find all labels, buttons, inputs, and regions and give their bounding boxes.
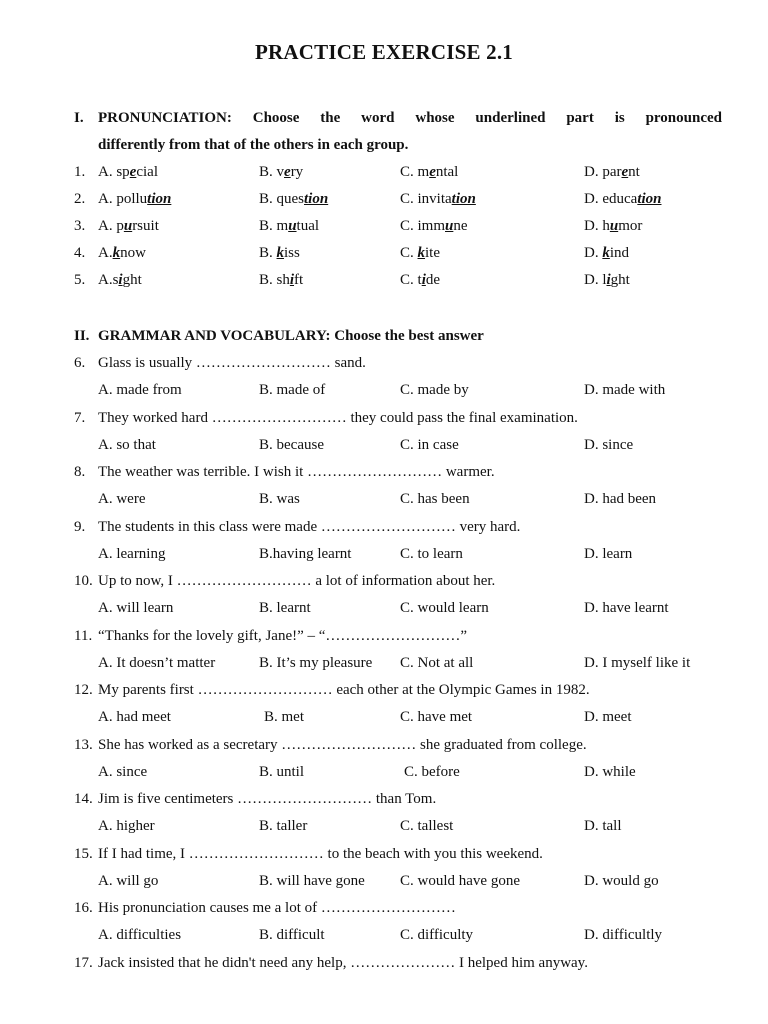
question-text: His pronunciation causes me a lot of ………………………	[98, 900, 456, 916]
underlined-part: k	[417, 245, 426, 261]
options-row	[74, 759, 734, 786]
answer-option: C. tide	[400, 272, 441, 288]
pronunciation-row	[74, 213, 734, 240]
options-row	[74, 432, 734, 459]
options-row	[74, 595, 734, 622]
answer-option: C. have met	[400, 709, 473, 725]
question-row	[74, 568, 734, 595]
question-number: 8.	[74, 464, 86, 480]
answer-option: C. made by	[400, 382, 469, 398]
answer-option: D. difficultly	[584, 927, 663, 943]
question-text: Jack insisted that he didn't need any help, ………………… I helped him anyway.	[98, 954, 588, 971]
options-row	[74, 868, 734, 895]
answer-option: A. will learn	[98, 600, 174, 616]
underlined-part: u	[123, 218, 133, 234]
answer-option: D. had been	[584, 491, 657, 507]
answer-option: A. It doesn’t matter	[98, 654, 216, 671]
answer-option: B. was	[259, 491, 300, 507]
question-number: 6.	[74, 355, 86, 371]
question-row	[74, 459, 734, 486]
question-row	[74, 514, 734, 541]
options-row	[74, 704, 734, 731]
options-row	[74, 377, 734, 404]
options-row	[74, 922, 734, 949]
answer-option: A. will go	[98, 872, 159, 889]
section-heading: GRAMMAR AND VOCABULARY: Choose the best answer	[98, 328, 484, 344]
options-row	[74, 650, 734, 677]
underlined-part: i	[289, 272, 295, 288]
answer-option: B. taller	[259, 818, 308, 834]
question-number: 3.	[74, 218, 86, 234]
underlined-part: i	[606, 272, 611, 288]
underlined-part: tion	[147, 191, 172, 207]
underlined-part: e	[129, 164, 137, 180]
answer-option: B. very	[259, 164, 304, 180]
question-number: 2.	[74, 191, 86, 207]
answer-option: C. difficulty	[400, 927, 474, 943]
question-number: 9.	[74, 518, 86, 535]
answer-option: D. since	[584, 436, 634, 453]
answer-option: D. humor	[584, 218, 643, 234]
answer-option: C. has been	[400, 491, 470, 507]
options-row	[74, 486, 734, 513]
answer-option: A. pollution	[98, 191, 172, 207]
question-row	[74, 732, 734, 759]
section-number: I.	[74, 110, 84, 126]
answer-option: C. tallest	[400, 818, 454, 834]
question-number: 15.	[74, 845, 93, 862]
answer-option: D. I myself like it	[584, 654, 691, 671]
underlined-part: tion	[637, 191, 662, 207]
answer-option: A.know	[98, 245, 146, 261]
question-text: She has worked as a secretary ……………………… she graduated from college.	[98, 736, 587, 753]
answer-option: C. would learn	[400, 600, 489, 616]
question-text: My parents first ……………………… each other at the Olympic Games in 1982.	[98, 682, 590, 698]
answer-option: B. met	[264, 709, 304, 725]
question-text: The weather was terrible. I wish it ……………………… warmer.	[98, 464, 495, 480]
answer-option: B. difficult	[259, 927, 325, 943]
question-text: If I had time, I ……………………… to the beach with you this weekend.	[98, 845, 543, 862]
answer-option: C. to learn	[400, 545, 463, 562]
question-text: They worked hard ……………………… they could pass the final examination.	[98, 409, 578, 426]
pronunciation-row	[74, 186, 734, 213]
question-number: 1.	[74, 164, 86, 180]
question-number: 14.	[74, 791, 93, 807]
question-number: 12.	[74, 682, 93, 698]
section-number: II.	[74, 328, 90, 344]
answer-option: B. learnt	[259, 600, 311, 616]
options-row	[74, 813, 734, 840]
answer-option: D. while	[584, 763, 636, 780]
section-pronunciation-heading	[74, 105, 722, 132]
answer-option: A.sight	[98, 272, 142, 288]
answer-option: D. kind	[584, 245, 630, 261]
answer-option: C. mental	[400, 164, 459, 180]
question-number: 7.	[74, 409, 86, 426]
answer-option: B. because	[259, 436, 324, 453]
question-row	[74, 895, 734, 922]
question-text: Up to now, I ……………………… a lot of information about her.	[98, 573, 496, 589]
answer-option: B. kiss	[259, 245, 300, 261]
answer-option: D. parent	[584, 164, 640, 180]
answer-option: D. have learnt	[584, 600, 669, 616]
answer-option: B. question	[259, 191, 329, 207]
answer-option: C. Not at all	[400, 654, 474, 671]
question-number: 5.	[74, 272, 86, 288]
answer-option: A. had meet	[98, 709, 171, 725]
question-row	[74, 350, 734, 377]
answer-option: D. made with	[584, 382, 666, 398]
underlined-part: u	[445, 218, 454, 234]
question-row	[74, 786, 734, 813]
question-text: “Thanks for the lovely gift, Jane!” – “………………………”	[98, 627, 468, 644]
answer-option: B.having learnt	[259, 545, 352, 562]
question-number: 11.	[74, 627, 93, 644]
underlined-part: i	[421, 272, 426, 288]
pronunciation-row	[74, 240, 734, 267]
underlined-part: tion	[451, 191, 476, 207]
answer-option: A. were	[98, 491, 146, 507]
answer-option: A. learning	[98, 545, 166, 562]
answer-option: C. invitation	[400, 191, 476, 207]
question-row	[74, 405, 734, 432]
answer-option: A. so that	[98, 436, 156, 453]
underlined-part: k	[602, 245, 610, 261]
answer-option: C. before	[404, 763, 460, 780]
answer-option: D. light	[584, 272, 630, 288]
answer-option: A. pursuit	[98, 218, 159, 234]
answer-option: B. made of	[259, 382, 326, 398]
section-heading-line2: differently from that of the others in each group.	[98, 137, 409, 153]
page-title: PRACTICE EXERCISE 2.1	[255, 40, 513, 64]
underlined-part: k	[112, 245, 121, 261]
pronunciation-row	[74, 159, 734, 186]
answer-option: C. kite	[400, 245, 441, 261]
underlined-part: u	[288, 218, 297, 234]
answer-option: A. since	[98, 763, 148, 780]
question-number: 13.	[74, 736, 93, 753]
answer-option: C. immune	[400, 218, 468, 234]
pronunciation-row	[74, 267, 734, 294]
question-text: Glass is usually ……………………… sand.	[98, 355, 366, 371]
question-number: 10.	[74, 573, 93, 589]
underlined-part: tion	[304, 191, 329, 207]
answer-option: D. education	[584, 191, 662, 207]
question-text: Jim is five centimeters ……………………… than Tom.	[98, 791, 437, 807]
question-number: 4.	[74, 245, 86, 261]
question-row	[74, 950, 734, 977]
answer-option: B. shift	[259, 272, 304, 288]
question-number: 17.	[74, 954, 93, 971]
answer-option: C. in case	[400, 436, 459, 453]
options-row	[74, 541, 734, 568]
underlined-part: i	[118, 272, 123, 288]
question-row	[74, 841, 734, 868]
section-grammar-heading	[74, 323, 722, 350]
question-text: The students in this class were made ……………………… very hard.	[98, 518, 521, 535]
question-number: 16.	[74, 900, 93, 916]
answer-option: A. higher	[98, 818, 155, 834]
answer-option: C. would have gone	[400, 872, 520, 889]
answer-option: B. will have gone	[259, 872, 365, 889]
answer-option: D. tall	[584, 818, 622, 834]
underlined-part: e	[621, 164, 629, 180]
answer-option: B. It’s my pleasure	[259, 654, 373, 671]
answer-option: A. difficulties	[98, 927, 182, 943]
underlined-part: k	[276, 245, 285, 261]
question-row	[74, 677, 734, 704]
answer-option: B. mutual	[259, 218, 320, 234]
underlined-part: e	[284, 164, 291, 180]
question-row	[74, 623, 734, 650]
section-heading-line1: PRONUNCIATION: Choose the word whose underlined part is pronounced	[98, 110, 722, 126]
answer-option: D. meet	[584, 709, 632, 725]
answer-option: B. until	[259, 763, 305, 780]
answer-option: A. special	[98, 164, 158, 180]
answer-option: A. made from	[98, 382, 182, 398]
underlined-part: e	[429, 164, 436, 180]
underlined-part: u	[609, 218, 619, 234]
answer-option: D. would go	[584, 872, 659, 889]
answer-option: D. learn	[584, 545, 633, 562]
